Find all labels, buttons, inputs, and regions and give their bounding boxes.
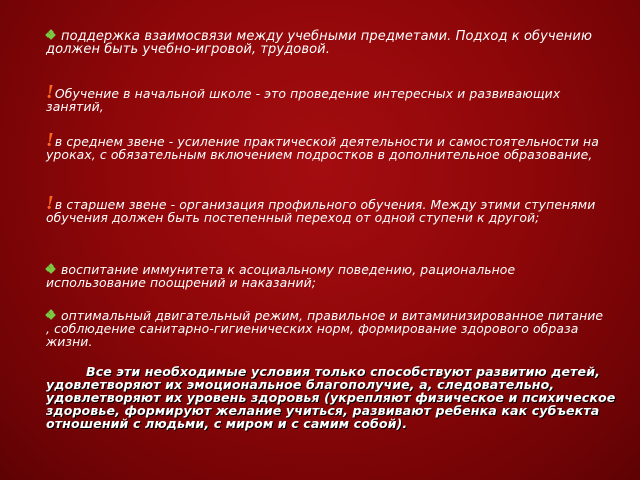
paragraph-interdisciplinary bbox=[46, 30, 606, 56]
diamond-bullet-icon bbox=[46, 310, 55, 319]
paragraph-text: оптимальный двигательный режим, правильное и витаминизированное питание , соблюдение санитарно-гигиенических норм, формирование здорового образа жизни. bbox=[46, 308, 604, 349]
paragraph-motor-regime bbox=[46, 309, 606, 348]
paragraph-middle-school bbox=[46, 129, 606, 162]
paragraph-text: Обучение в начальной школе - это проведение интересных и развивающих занятий, bbox=[46, 86, 561, 114]
diamond-bullet-icon bbox=[46, 30, 55, 39]
paragraph-immunity bbox=[46, 263, 606, 289]
exclamation-bullet-icon: ! bbox=[46, 192, 54, 214]
paragraph-text: поддержка взаимосвязи между учебными предметами. Подход к обучению должен быть учебно-игровой, трудовой. bbox=[46, 29, 592, 57]
paragraph-high-school bbox=[46, 192, 606, 225]
exclamation-bullet-icon: ! bbox=[46, 129, 54, 151]
paragraph-text: в старшем звене - организация профильного обучения. Между этими ступенями обучения должен быть постепенный переход от одной ступени к другой; bbox=[46, 197, 596, 225]
paragraph-text: Все эти необходимые условия только способствуют развитию детей, удовлетворяют их эмоциональное благополучие, а, следовательно, удовлетворяют их уровень здоровья (укрепляют физическое и психическое здоровье, формируют желание учиться, развивают ребенка как субъекта отношений с людьми, с миром и с самим собой). bbox=[46, 364, 616, 431]
paragraph-conclusion bbox=[46, 365, 616, 430]
diamond-bullet-icon bbox=[46, 264, 55, 273]
paragraph-primary-school bbox=[46, 81, 606, 114]
exclamation-bullet-icon: ! bbox=[46, 81, 54, 103]
paragraph-text: в среднем звене - усиление практической деятельности и самостоятельности на уроках, с обязательным включением подростков в дополнительное образование, bbox=[46, 134, 599, 162]
paragraph-text: воспитание иммунитета к асоциальному поведению, рациональное использование поощрений и наказаний; bbox=[46, 262, 516, 290]
